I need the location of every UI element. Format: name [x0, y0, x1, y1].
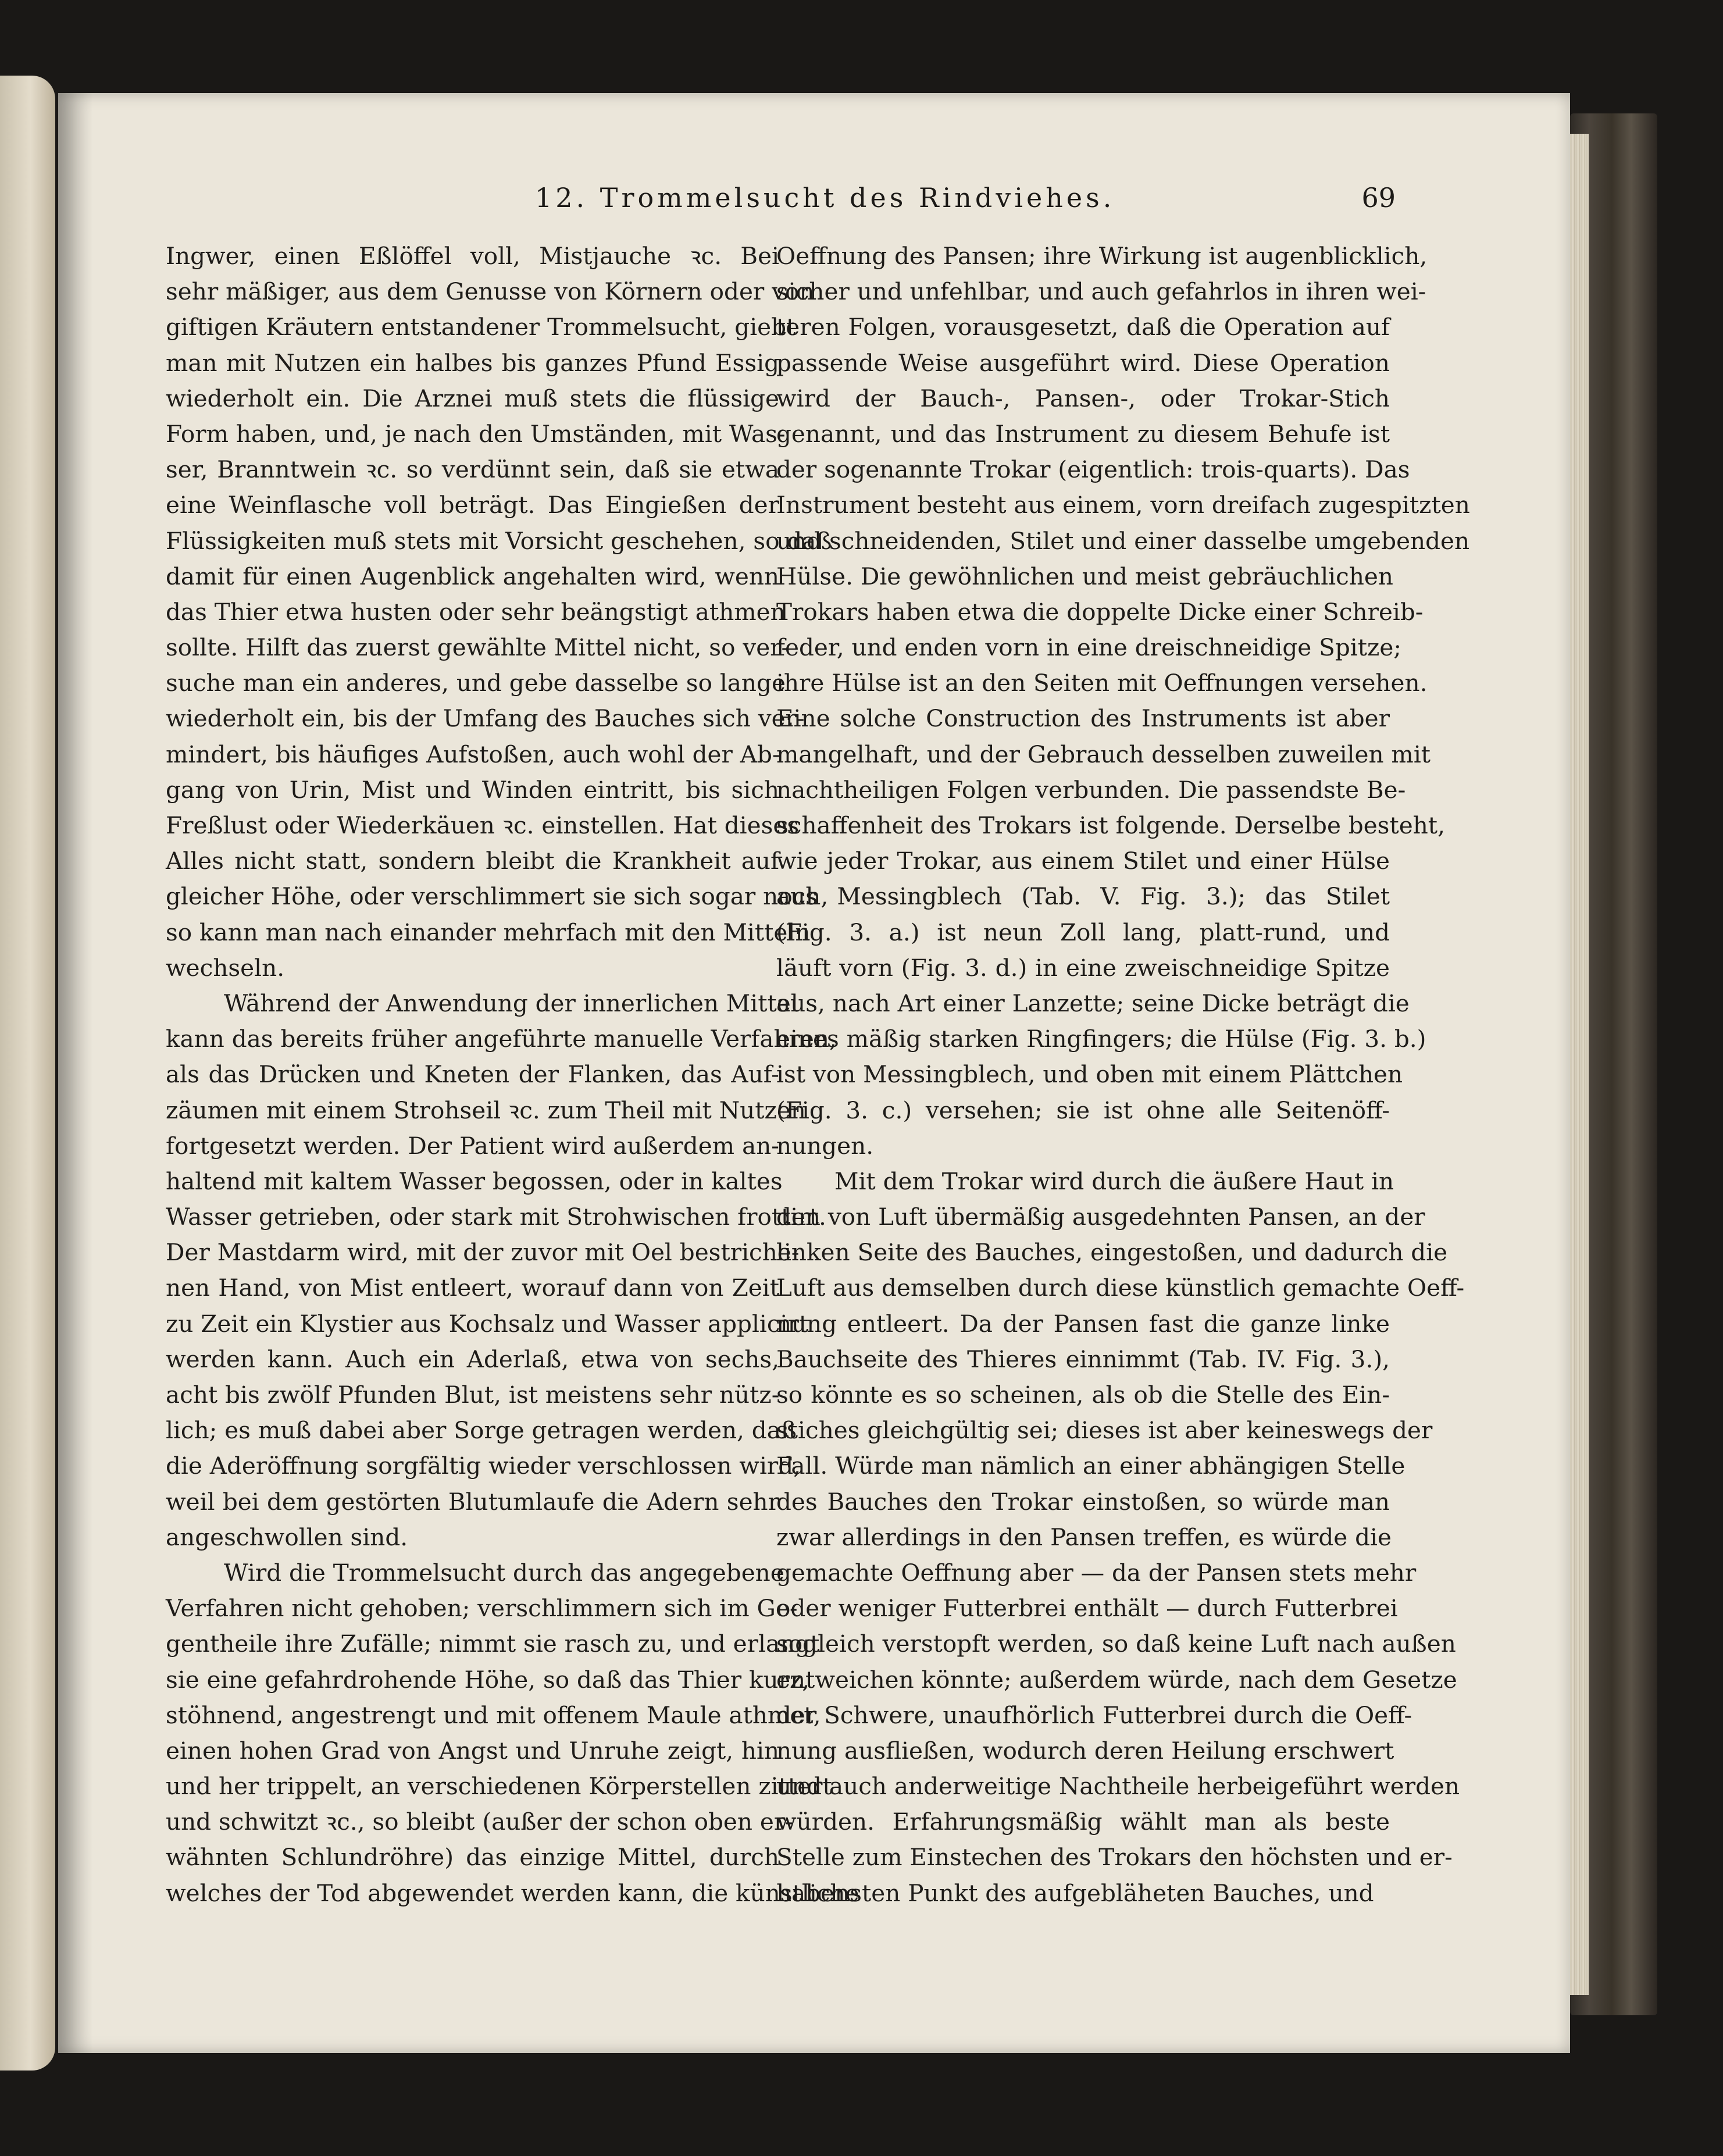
text-line: haltend mit kaltem Wasser begossen, oder in kaltes — [166, 1167, 783, 1195]
text-line: man mit Nutzen ein halbes bis ganzes Pfund Essig — [166, 348, 779, 377]
text-line: so könnte es so scheinen, als ob die Stelle des Ein- — [776, 1381, 1390, 1409]
text-line: ser, Branntwein ꝛc. so verdünnt sein, daß sie etwa — [166, 455, 779, 484]
text-line: aus Messingblech (Tab. V. Fig. 3.); das Stilet — [776, 882, 1390, 911]
text-line: eine Weinflasche voll beträgt. Das Eingießen der — [166, 491, 779, 519]
text-line: der Schwere, unaufhörlich Futterbrei durch die Oeff- — [776, 1701, 1412, 1729]
text-line: linken Seite des Bauches, eingestoßen, und dadurch die — [776, 1238, 1448, 1267]
text-line: und schneidenden, Stilet und einer dasselbe umgebenden — [776, 526, 1470, 555]
text-line: teren Folgen, vorausgesetzt, daß die Operation auf — [776, 313, 1390, 341]
text-line: damit für einen Augenblick angehalten wird, wenn — [166, 562, 779, 590]
text-line: und schwitzt ꝛc., so bleibt (außer der schon oben er- — [166, 1808, 793, 1836]
text-line: genannt, und das Instrument zu diesem Behufe ist — [776, 419, 1390, 448]
text-line: werden kann. Auch ein Aderlaß, etwa von sechs, — [166, 1345, 779, 1373]
text-line: wiederholt ein. Die Arznei muß stets die flüssige — [166, 384, 779, 412]
text-line: zu Zeit ein Klystier aus Kochsalz und Wasser applicirt — [166, 1309, 809, 1338]
text-line: wie jeder Trokar, aus einem Stilet und einer Hülse — [776, 847, 1390, 875]
text-line: eines mäßig starken Ringfingers; die Hülse (Fig. 3. b.) — [776, 1025, 1426, 1053]
text-line: gang von Urin, Mist und Winden eintritt, bis sich — [166, 775, 779, 804]
text-line: gemachte Oeffnung aber — da der Pansen stets mehr — [776, 1558, 1417, 1587]
text-line: giftigen Kräutern entstandener Trommelsucht, giebt — [166, 313, 796, 341]
text-line: Eine solche Construction des Instruments ist aber — [776, 704, 1390, 733]
text-line: nen Hand, von Mist entleert, worauf dann von Zeit — [166, 1274, 779, 1302]
text-line: Fall. Würde man nämlich an einer abhängigen Stelle — [776, 1452, 1405, 1480]
text-line: so kann man nach einander mehrfach mit den Mitteln — [166, 918, 811, 946]
text-line: Der Mastdarm wird, mit der zuvor mit Oel bestriche- — [166, 1238, 800, 1267]
text-line: kann das bereits früher angeführte manuelle Verfahren, — [166, 1025, 837, 1053]
text-line: schaffenheit des Trokars ist folgende. Derselbe besteht, — [776, 811, 1445, 839]
text-line: suche man ein anderes, und gebe dasselbe so lange — [166, 669, 786, 697]
text-line: weil bei dem gestörten Blutumlaufe die Adern sehr — [166, 1487, 779, 1516]
text-line: Hülse. Die gewöhnlichen und meist gebräuchlichen — [776, 562, 1393, 590]
facing-page-edge — [0, 76, 55, 2071]
text-line: entweichen könnte; außerdem würde, nach dem Gesetze — [776, 1665, 1457, 1694]
text-line: Verfahren nicht gehoben; verschlimmern sich im Ge- — [166, 1594, 798, 1623]
text-line: Mit dem Trokar wird durch die äußere Haut in — [834, 1167, 1394, 1195]
text-line: Wasser getrieben, oder stark mit Strohwischen frottirt. — [166, 1203, 826, 1231]
text-line: und her trippelt, an verschiedenen Körperstellen zittert — [166, 1772, 832, 1801]
text-line: acht bis zwölf Pfunden Blut, ist meistens sehr nütz- — [166, 1381, 780, 1409]
text-line: (Fig. 3. a.) ist neun Zoll lang, platt-rund, und — [776, 918, 1390, 946]
text-line: den von Luft übermäßig ausgedehnten Pansen, an der — [776, 1203, 1425, 1231]
text-line: Alles nicht statt, sondern bleibt die Krankheit auf — [166, 847, 779, 875]
text-line: Wird die Trommelsucht durch das angegebene — [224, 1558, 784, 1587]
text-line: sogleich verstopft werden, so daß keine Luft nach außen — [776, 1630, 1456, 1658]
text-line: sicher und unfehlbar, und auch gefahrlos in ihren wei- — [776, 277, 1426, 306]
text-line: stiches gleichgültig sei; dieses ist aber keineswegs der — [776, 1416, 1433, 1445]
text-line: einen hohen Grad von Angst und Unruhe zeigt, hin — [166, 1736, 779, 1765]
text-line: mangelhaft, und der Gebrauch desselben zuweilen mit — [776, 740, 1431, 768]
text-line: Flüssigkeiten muß stets mit Vorsicht geschehen, so daß — [166, 526, 832, 555]
text-line: (Fig. 3. c.) versehen; sie ist ohne alle Seitenöff- — [776, 1096, 1390, 1124]
text-line: habensten Punkt des aufgebläheten Bauches, und — [776, 1879, 1374, 1907]
text-line: wechseln. — [166, 953, 285, 982]
text-line: zäumen mit einem Strohseil ꝛc. zum Theil mit Nutzen — [166, 1096, 806, 1124]
gutter-shadow — [58, 93, 93, 2053]
right-text-column — [776, 238, 1470, 1911]
text-line: feder, und enden vorn in eine dreischneidige Spitze; — [776, 633, 1401, 662]
text-line: Stelle zum Einstechen des Trokars den höchsten und er- — [776, 1843, 1453, 1872]
text-line: stöhnend, angestrengt und mit offenem Maule athmet, — [166, 1701, 821, 1729]
text-line: welches der Tod abgewendet werden kann, die künstliche — [166, 1879, 859, 1907]
text-line: Luft aus demselben durch diese künstlich gemachte Oeff- — [776, 1274, 1465, 1302]
text-line: gleicher Höhe, oder verschlimmert sie sich sogar noch, — [166, 882, 829, 911]
text-line: Trokars haben etwa die doppelte Dicke einer Schreib- — [776, 597, 1424, 626]
text-line: Ingwer, einen Eßlöffel voll, Mistjauche ꝛc. Bei — [166, 242, 779, 270]
text-line: sehr mäßiger, aus dem Genusse von Körnern oder von — [166, 277, 815, 306]
text-line: oder weniger Futterbrei enthält — durch Futterbrei — [776, 1594, 1398, 1623]
text-line: nung entleert. Da der Pansen fast die ganze linke — [776, 1309, 1390, 1338]
text-line: mindert, bis häufiges Aufstoßen, auch wohl der Ab- — [166, 740, 780, 768]
text-line: Oeffnung des Pansen; ihre Wirkung ist augenblicklich, — [776, 242, 1428, 270]
text-line: sie eine gefahrdrohende Höhe, so daß das Thier kurz, — [166, 1665, 810, 1694]
text-line: wiederholt ein, bis der Umfang des Bauches sich ver- — [166, 704, 805, 733]
text-line: Form haben, und, je nach den Umständen, mit Was- — [166, 419, 786, 448]
text-line: ihre Hülse ist an den Seiten mit Oeffnungen versehen. — [776, 669, 1428, 697]
text-line: aus, nach Art einer Lanzette; seine Dicke beträgt die — [776, 989, 1410, 1017]
page-number: 69 — [1361, 182, 1396, 213]
text-line: würden. Erfahrungsmäßig wählt man als beste — [776, 1808, 1390, 1836]
text-line: als das Drücken und Kneten der Flanken, das Auf- — [166, 1060, 779, 1089]
text-line: nungen. — [776, 1131, 874, 1160]
text-line: gentheile ihre Zufälle; nimmt sie rasch zu, und erlangt — [166, 1630, 820, 1658]
text-line: fortgesetzt werden. Der Patient wird außerdem an- — [166, 1131, 779, 1160]
text-line: nung ausfließen, wodurch deren Heilung erschwert — [776, 1736, 1394, 1765]
text-line: Bauchseite des Thieres einnimmt (Tab. IV. Fig. 3.), — [776, 1345, 1390, 1373]
text-line: Instrument besteht aus einem, vorn dreifach zugespitzten — [776, 491, 1470, 519]
text-line: die Aderöffnung sorgfältig wieder verschlossen wird, — [166, 1452, 801, 1480]
text-line: lich; es muß dabei aber Sorge getragen werden, daß — [166, 1416, 797, 1445]
text-line: und auch anderweitige Nachtheile herbeigeführt werden — [776, 1772, 1460, 1801]
text-line: zwar allerdings in den Pansen treffen, es würde die — [776, 1523, 1392, 1551]
text-line: der sogenannte Trokar (eigentlich: trois-quarts). Das — [776, 455, 1410, 484]
text-line: nachtheiligen Folgen verbunden. Die passendste Be- — [776, 775, 1406, 804]
text-line: ist von Messingblech, und oben mit einem Plättchen — [776, 1060, 1403, 1089]
book-page — [58, 93, 1570, 2053]
text-line: wird der Bauch-, Pansen-, oder Trokar-Stich — [776, 384, 1390, 412]
text-line: angeschwollen sind. — [166, 1523, 408, 1551]
text-line: das Thier etwa husten oder sehr beängstigt athmen — [166, 597, 786, 626]
text-line: des Bauches den Trokar einstoßen, so würde man — [776, 1487, 1390, 1516]
text-line: Freßlust oder Wiederkäuen ꝛc. einstellen. Hat dieses — [166, 811, 800, 839]
text-line: läuft vorn (Fig. 3. d.) in eine zweischneidige Spitze — [776, 953, 1390, 982]
text-line: Während der Anwendung der innerlichen Mittel — [224, 989, 798, 1017]
text-line: passende Weise ausgeführt wird. Diese Operation — [776, 348, 1390, 377]
text-line: sollte. Hilft das zuerst gewählte Mittel nicht, so ver- — [166, 633, 790, 662]
text-line: wähnten Schlundröhre) das einzige Mittel, durch — [166, 1843, 779, 1872]
running-title: 12. Trommelsucht des Rindviehes. — [535, 182, 1115, 213]
